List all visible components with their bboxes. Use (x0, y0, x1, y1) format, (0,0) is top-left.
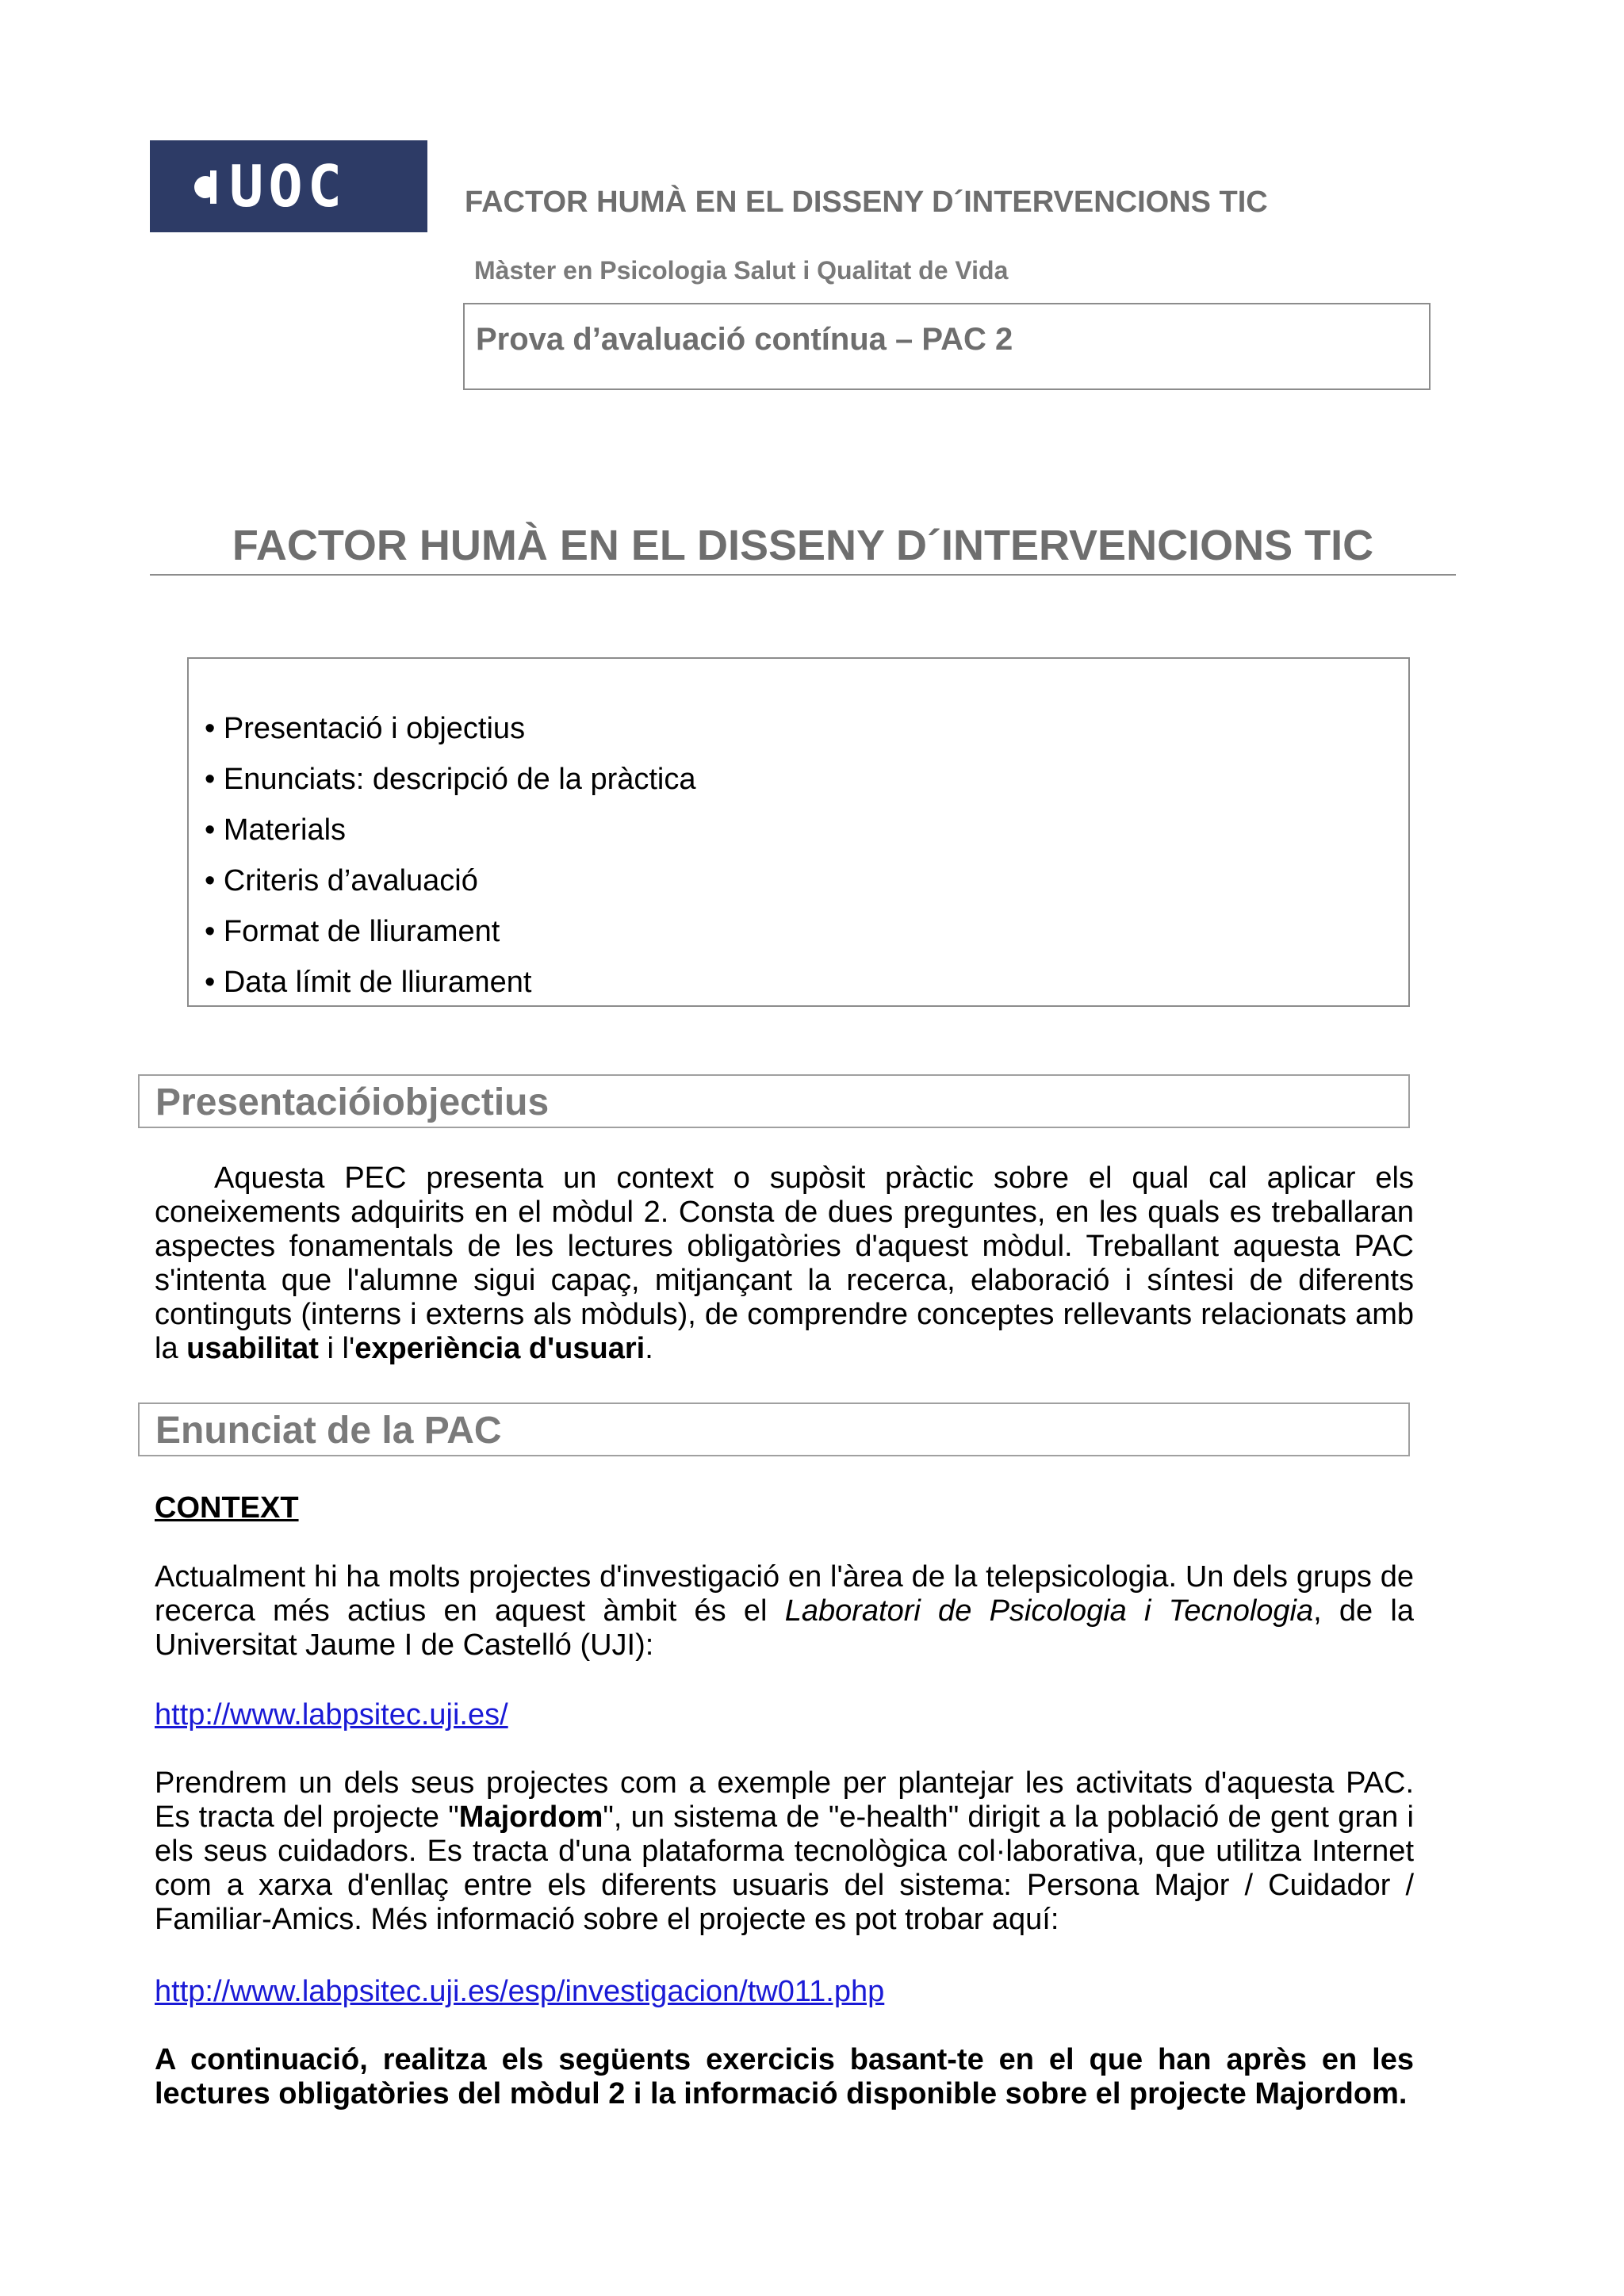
uoc-logo (150, 140, 427, 232)
text-run: , de la Universitat Jaume I de Castelló (UJI): (155, 1594, 1415, 1662)
table-of-contents (187, 657, 1410, 1007)
course-title: FACTOR HUMÀ EN EL DISSENY D´INTERVENCIONS TIC (465, 186, 1268, 219)
context-paragraph-2 (155, 1766, 1414, 1937)
section-title: Enunciat de la PAC (155, 1410, 502, 1452)
final-instruction: A continuació, realitza els següents exercicis basant-te en el que han après en les lectures obligatòries del mòdul 2 i la informació disponible sobre el projecte Majordom. (155, 2043, 1414, 2110)
labpsitec-link[interactable]: http://www.labpsitec.uji.es/ (155, 1698, 508, 1732)
toc-item: • Data límit de lliurament (205, 966, 532, 999)
section-heading-presentation (138, 1074, 1410, 1128)
assessment-label: Prova d’avaluació contínua – PAC 2 (476, 322, 1013, 357)
majordom-project-link[interactable]: http://www.labpsitec.uji.es/esp/investigacion/tw011.php (155, 1975, 885, 2008)
context-heading: CONTEXT (155, 1491, 299, 1525)
bold-majordom: Majordom (458, 1800, 603, 1834)
toc-item: • Format de lliurament (205, 915, 500, 948)
assessment-box (463, 303, 1431, 390)
context-paragraph-1 (155, 1560, 1414, 1663)
text-run: Actualment hi ha molts projectes d'investigació en l'àrea de la telepsicologia. Un dels grups de recerca més actius en aquest àmbit és el (155, 1560, 1414, 1628)
toc-item: • Presentació i objectius (205, 712, 526, 745)
presentation-paragraph (155, 1161, 1414, 1366)
title-divider (150, 574, 1456, 576)
bold-usabilitat: usabilitat (186, 1332, 319, 1365)
text-run: Aquesta PEC presenta un context o supòsit pràctic sobre el qual cal aplicar els coneixements adquirits en el mòdul 2. Consta de dues preguntes, en les quals es treballaran aspectes fonamentals de les lectures obligatòries d'aquest mòdul. Treballant aquesta PAC s'intenta que l'alumne sigui capaç, mitjançant la recerca, elaboració i síntesi de diferents continguts (interns i externs als mòduls), de comprendre conceptes rellevants relacionats amb la (155, 1161, 1414, 1365)
toc-item: • Materials (205, 813, 347, 847)
section-heading-statement (138, 1402, 1410, 1456)
master-name: Màster en Psicologia Salut i Qualitat de Vida (474, 256, 1009, 285)
text-run: i l' (318, 1332, 355, 1365)
italic-lab-name: Laboratori de Psicologia i Tecnologia (784, 1594, 1314, 1628)
text-run: . (645, 1332, 653, 1365)
text-run: ", un sistema de "e-health" dirigit a la població de gent gran i els seus cuidadors. Es tracta d'una plataforma tecnològica col·laborativa, que utilitza Internet com a xarxa d'enllaç entre els diferents usuaris del sistema: Persona Major / Cuidador / Familiar-Amics. Més informació sobre el projecte es pot trobar aquí: (155, 1800, 1414, 1936)
toc-item: • Enunciats: descripció de la pràctica (205, 763, 696, 796)
logo-text: UOC (229, 153, 347, 220)
page-title: FACTOR HUMÀ EN EL DISSENY D´INTERVENCIONS TIC (232, 522, 1374, 569)
toc-item: • Criteris d’avaluació (205, 864, 478, 897)
bold-user-experience: experiència d'usuari (354, 1332, 645, 1365)
logo-bar-icon (210, 170, 216, 204)
section-title: Presentacióiobjectius (155, 1081, 550, 1123)
text-run: Prendrem un dels seus projectes com a exemple per plantejar les activitats d'aquesta PAC. Es tracta del projecte " (155, 1766, 1414, 1834)
